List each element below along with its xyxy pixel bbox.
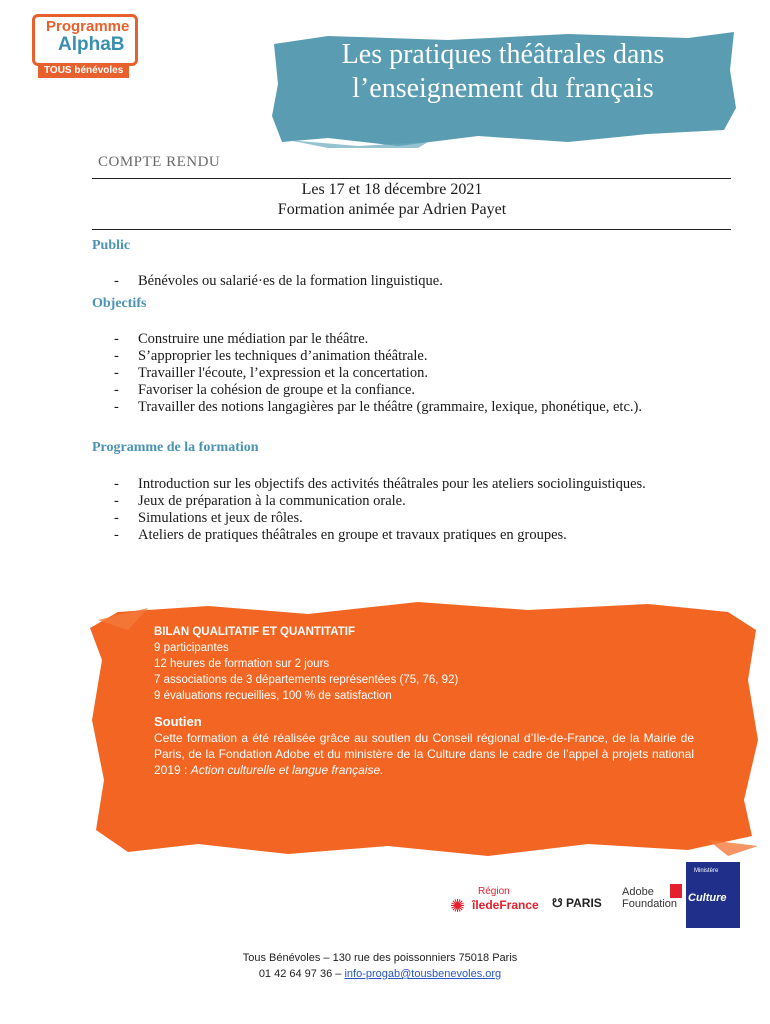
formateur: Formation animée par Adrien Payet	[277, 201, 507, 218]
public-list	[92, 273, 682, 290]
soutien-italic: Action culturelle et langue française.	[190, 763, 384, 777]
list-item: - Bénévoles ou salarié·es de la formation linguistique.	[114, 273, 443, 289]
logo-tag: TOUS bénévoles	[38, 64, 129, 78]
list-item: - Introduction sur les objectifs des activités théâtrales pour les ateliers sociolinguistiques.	[114, 476, 646, 492]
list-item: - Favoriser la cohésion de groupe et la confiance.	[114, 382, 416, 398]
divider-bottom	[92, 229, 731, 230]
bilan-line: 12 heures de formation sur 2 jours	[154, 658, 330, 670]
footer-contact: 01 42 64 97 36 – info-progab@tousbenevoles.org	[258, 968, 502, 980]
adobe-foundation-logo: Adobe Foundation	[622, 886, 678, 910]
list-item: - Travailler des notions langagières par le théâtre (grammaire, lexique, phonétique, etc.).	[114, 399, 642, 415]
title-banner	[268, 30, 738, 148]
compte-rendu-label: COMPTE RENDU	[98, 154, 221, 170]
soutien-title: Soutien	[154, 714, 202, 729]
list-item: - S’approprier les techniques d’animation théâtrale.	[114, 348, 428, 364]
objectifs-heading: Objectifs	[92, 296, 147, 311]
divider-top	[92, 178, 731, 179]
ministere-culture-logo: Ministère Culture	[686, 862, 740, 928]
list-item: - Ateliers de pratiques théâtrales en groupe et travaux pratiques en groupes.	[114, 527, 567, 543]
list-item: - Jeux de préparation à la communication orale.	[114, 493, 406, 509]
bilan-content	[154, 624, 694, 778]
dates-block	[92, 180, 692, 220]
objectifs-list	[92, 331, 682, 416]
bilan-line: 9 évaluations recueillies, 100 % de satisfaction	[154, 690, 392, 702]
programme-alphab-logo	[18, 12, 143, 78]
logo-line2: AlphaB	[58, 34, 125, 55]
dates: Les 17 et 18 décembre 2021	[301, 181, 483, 198]
soutien-text: Cette formation a été réalisée grâce au soutien du Conseil régional d’Ile-de-France, de la Mairie de Paris, de la Fondation Adobe et du ministère de la Culture dans le cadre de l’appel à projets national 2019 : Action culturelle et langue française.	[154, 731, 694, 777]
page-title: Les pratiques théâtrales dans l’enseignement du français	[341, 39, 665, 104]
bilan-title: BILAN QUALITATIF ET QUANTITATIF	[154, 626, 356, 638]
bilan-panel	[88, 600, 760, 858]
star-icon: ✺	[450, 896, 466, 916]
bilan-line: 9 participantes	[154, 642, 229, 654]
programme-list	[92, 476, 682, 544]
logo-line1: Programme	[46, 18, 130, 35]
programme-heading: Programme de la formation	[92, 440, 259, 455]
paris-logo: ☋ PARIS	[552, 896, 602, 910]
bilan-line: 7 associations de 3 départements représentées (75, 76, 92)	[154, 674, 459, 686]
list-item: - Simulations et jeux de rôles.	[114, 510, 303, 526]
footer	[170, 950, 590, 982]
partner-logos: ✺ Région îledeFrance ☋ PARIS Adobe Foundation Ministère Culture	[440, 862, 740, 932]
list-item: - Travailler l'écoute, l’expression et la concertation.	[114, 365, 428, 381]
paris-emblem-icon: ☋	[552, 896, 563, 910]
footer-email-link[interactable]: info-progab@tousbenevoles.org	[344, 968, 502, 980]
list-item: - Construire une médiation par le théâtre.	[114, 331, 369, 347]
footer-address: Tous Bénévoles – 130 rue des poissonniers 75018 Paris	[242, 952, 518, 964]
adobe-icon	[670, 884, 682, 898]
public-heading: Public	[92, 238, 131, 253]
